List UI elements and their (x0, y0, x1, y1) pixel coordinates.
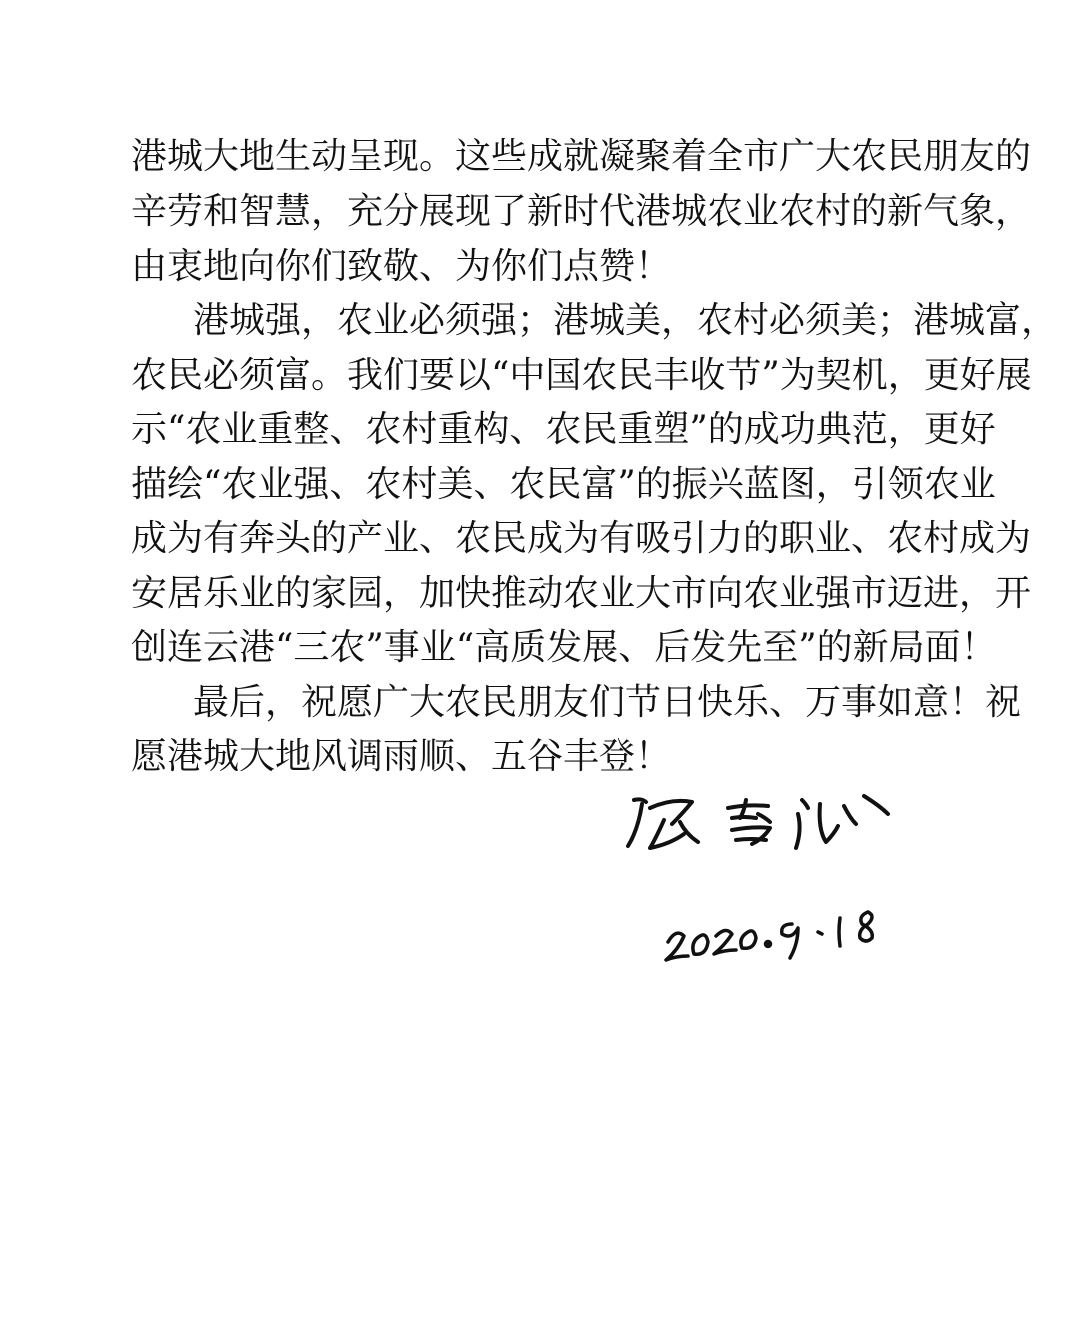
handwritten-date (662, 898, 902, 978)
letter-line: 描绘“农业强、农村美、农民富”的振兴蓝图，引领农业 (131, 464, 996, 505)
letter-line: 成为有奔头的产业、农民成为有吸引力的职业、农村成为 (131, 518, 1032, 559)
letter-line: 辛劳和智慧，充分展现了新时代港城农业农村的新气象， (131, 191, 1032, 232)
letter-line: 港城大地生动呈现。这些成就凝聚着全市广大农民朋友的 (131, 136, 1032, 177)
letter-line: 创连云港“三农”事业“高质发展、后发先至”的新局面！ (131, 627, 997, 668)
letter-line: 安居乐业的家园，加快推动农业大市向农业强市迈进，开 (131, 573, 1032, 614)
handwritten-signature (620, 778, 920, 868)
letter-line: 愿港城大地风调雨顺、五谷丰登！ (131, 736, 672, 777)
letter-line: 由衷地向你们致敬、为你们点赞！ (131, 246, 672, 287)
letter-line: 农民必须富。我们要以“中国农民丰收节”为契机，更好展 (131, 355, 1032, 396)
letter-line: 示“农业重整、农村重构、农民重塑”的成功典范，更好 (131, 409, 996, 450)
paragraph-start-line: 最后，祝愿广大农民朋友们节日快乐、万事如意！祝 (193, 682, 1022, 723)
paragraph-start-line: 港城强，农业必须强；港城美，农村必须美；港城富， (193, 300, 1058, 341)
